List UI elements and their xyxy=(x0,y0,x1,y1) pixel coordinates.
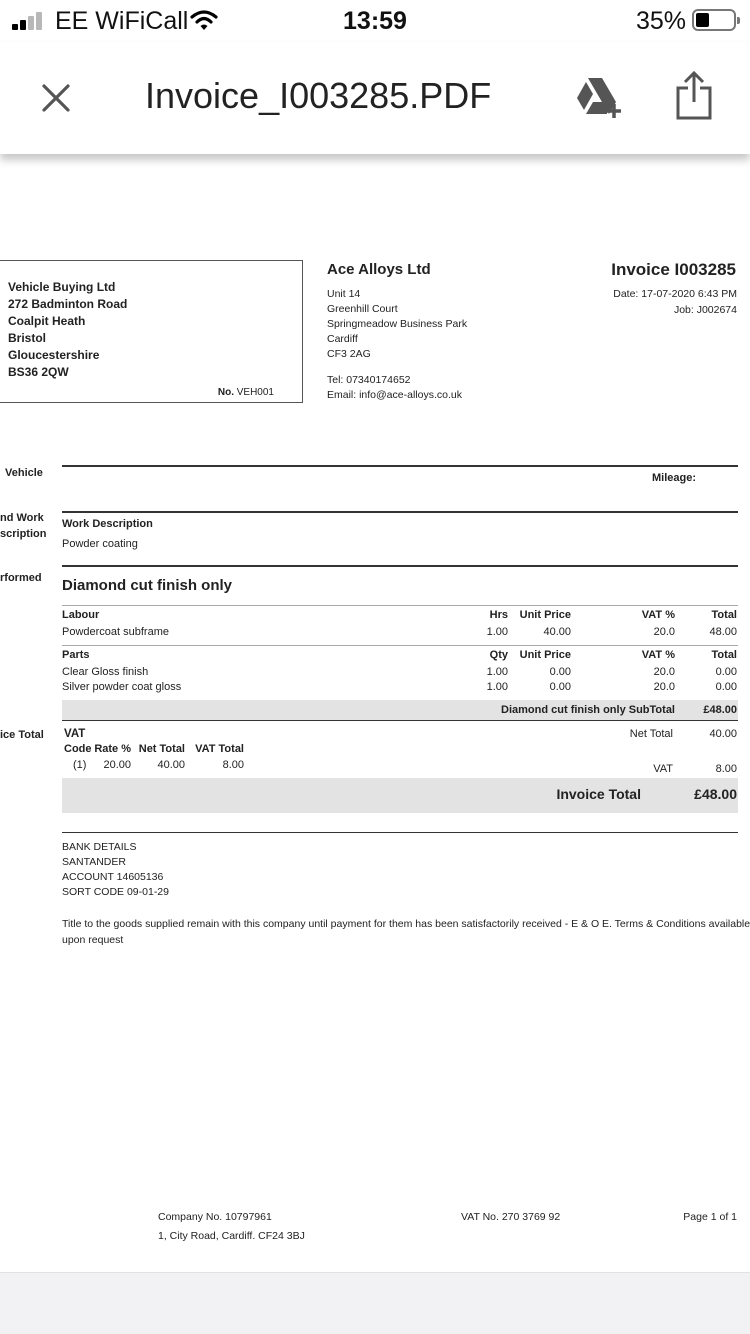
clock: 13:59 xyxy=(343,7,407,35)
invoice-title: Invoice I003285 xyxy=(611,260,736,279)
bill-to-line: 272 Badminton Road xyxy=(8,297,128,311)
invoice-date: Date: 17-07-2020 6:43 PM xyxy=(613,288,737,300)
part-unit-price: 0.00 xyxy=(549,681,571,693)
bill-to-line: BS36 2QW xyxy=(8,365,69,379)
company-address-line: Cardiff xyxy=(327,333,358,345)
vat-table-title: VAT xyxy=(64,728,86,740)
drive-add-icon[interactable] xyxy=(574,74,624,120)
labour-unit-price: 40.00 xyxy=(543,626,571,638)
company-email[interactable]: Email: info@ace-alloys.co.uk xyxy=(327,389,462,401)
document-viewer-header xyxy=(0,42,750,154)
bill-to-box xyxy=(0,260,303,403)
work-label-line: nd Work xyxy=(0,512,44,524)
parts-vat-header: VAT % xyxy=(641,649,675,661)
company-address-line: CF3 2AG xyxy=(327,348,371,360)
terms-line: Title to the goods supplied remain with this company until payment for them has been satisfactorily received - E & O E. Terms & Conditions available xyxy=(62,918,750,930)
subtotal-label: Diamond cut finish only SubTotal xyxy=(501,704,675,716)
carrier-name: EE WiFiCall xyxy=(55,7,189,35)
part-qty: 1.00 xyxy=(486,681,508,693)
bill-to-line: Coalpit Heath xyxy=(8,314,86,328)
customer-number xyxy=(218,387,274,398)
bank-details-line: SORT CODE 09-01-29 xyxy=(62,886,169,898)
company-address-line: Unit 14 xyxy=(327,288,361,300)
bank-details-line: BANK DETAILS xyxy=(62,841,137,853)
company-address xyxy=(327,287,467,362)
invoice-total-label: Invoice Total xyxy=(556,786,641,802)
vat-net-total-header: Net Total xyxy=(138,743,185,755)
labour-total: 48.00 xyxy=(709,626,737,638)
divider xyxy=(62,605,738,606)
company-tel: Tel: 07340174652 xyxy=(327,374,411,386)
vat-label: VAT xyxy=(653,763,673,775)
bill-to-line: Gloucestershire xyxy=(8,348,100,362)
work-description-value: Powder coating xyxy=(62,538,138,550)
labour-unit-price-header: Unit Price xyxy=(519,609,571,621)
work-performed-side-label: rformed xyxy=(0,572,42,584)
net-total-label: Net Total xyxy=(629,728,673,740)
parts-header: Parts xyxy=(62,649,90,661)
work-performed-title: Diamond cut finish only xyxy=(62,577,233,594)
vat-value: 8.00 xyxy=(715,763,737,775)
labour-hrs-header: Hrs xyxy=(489,609,508,621)
battery-icon xyxy=(692,9,736,31)
company-number: Company No. 10797961 xyxy=(158,1211,272,1223)
company-name: Ace Alloys Ltd xyxy=(327,261,431,278)
company-address-line: Greenhill Court xyxy=(327,303,398,315)
bill-to-line: Bristol xyxy=(8,331,47,345)
bank-details-line: SANTANDER xyxy=(62,856,126,868)
divider xyxy=(62,465,738,467)
company-contact xyxy=(327,373,462,403)
mileage-label: Mileage: xyxy=(651,472,696,484)
invoice-total-side-label: ice Total xyxy=(0,729,44,741)
registered-address: 1, City Road, Cardiff. CF24 3BJ xyxy=(158,1230,305,1242)
vat-code: (1) xyxy=(73,759,87,771)
share-icon[interactable] xyxy=(672,70,716,122)
job-number: Job: J002674 xyxy=(673,304,737,316)
terms-text xyxy=(62,916,750,948)
vat-rate-header: Rate % xyxy=(94,743,131,755)
part-description: Silver powder coat gloss xyxy=(62,681,182,693)
document-title: Invoice_I003285.PDF xyxy=(145,75,492,116)
part-total: 0.00 xyxy=(715,681,737,693)
part-total: 0.00 xyxy=(715,666,737,678)
divider xyxy=(62,565,738,567)
bill-to-line: Vehicle Buying Ltd xyxy=(8,280,116,294)
subtotal-value: £48.00 xyxy=(703,704,737,716)
labour-total-header: Total xyxy=(711,609,737,621)
part-description: Clear Gloss finish xyxy=(62,666,149,678)
status-bar xyxy=(0,0,750,42)
work-description-side-label xyxy=(0,510,46,542)
work-label-line: scription xyxy=(0,528,47,540)
terms-line: upon request xyxy=(62,934,124,946)
vat-net-total: 40.00 xyxy=(157,759,185,771)
vat-total-header: VAT Total xyxy=(195,743,244,755)
divider xyxy=(62,832,738,833)
bank-details xyxy=(62,840,169,900)
customer-number-label: No. xyxy=(217,387,234,398)
divider xyxy=(62,511,738,513)
parts-total-header: Total xyxy=(711,649,737,661)
vat-code-header: Code xyxy=(64,743,92,755)
net-total-value: 40.00 xyxy=(709,728,737,740)
labour-vat: 20.0 xyxy=(653,626,675,638)
page-number: Page 1 of 1 xyxy=(683,1211,737,1223)
invoice-total-value: £48.00 xyxy=(694,786,737,802)
parts-qty-header: Qty xyxy=(489,649,508,661)
bill-to-address xyxy=(8,279,127,381)
part-vat: 20.0 xyxy=(653,681,675,693)
bank-details-line: ACCOUNT 14605136 xyxy=(62,871,164,883)
vat-total: 8.00 xyxy=(222,759,244,771)
pdf-page[interactable] xyxy=(0,154,750,1272)
labour-vat-header: VAT % xyxy=(641,609,675,621)
labour-description: Powdercoat subframe xyxy=(62,626,169,638)
parts-unit-price-header: Unit Price xyxy=(519,649,571,661)
company-registration xyxy=(158,1208,305,1246)
labour-header: Labour xyxy=(62,609,100,621)
part-qty: 1.00 xyxy=(486,666,508,678)
battery-percentage: 35% xyxy=(635,7,686,35)
work-description-label: Work Description xyxy=(62,518,153,530)
divider xyxy=(62,720,738,721)
part-unit-price: 0.00 xyxy=(549,666,571,678)
customer-number-value: VEH001 xyxy=(236,387,274,398)
close-icon[interactable] xyxy=(36,78,76,118)
labour-hrs: 1.00 xyxy=(486,626,508,638)
vat-rate: 20.00 xyxy=(103,759,131,771)
vat-number: VAT No. 270 3769 92 xyxy=(461,1211,561,1223)
part-vat: 20.0 xyxy=(653,666,675,678)
divider xyxy=(62,645,738,646)
viewer-bottom-bar xyxy=(0,1272,750,1334)
vehicle-label: Vehicle xyxy=(5,467,43,479)
company-address-line: Springmeadow Business Park xyxy=(327,318,468,330)
